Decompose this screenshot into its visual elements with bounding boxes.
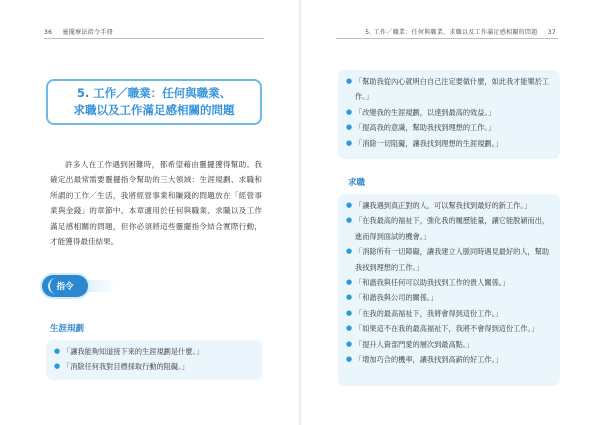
list-item: ● 「消除所有一切障礙，讓我建立人脈同時遇見最好的人，幫助我找到理想的工作。」 [346, 244, 552, 275]
bullet-icon: ● [346, 339, 353, 348]
list-item: ● 「和諧我與公司的關係。」 [346, 290, 552, 305]
bullet-icon: ● [346, 77, 353, 85]
list-item: ● 「幫助我從內心就明白自己注定要做什麼，如此我才能樂於工作。」 [346, 74, 552, 105]
bullet-icon: ● [346, 138, 353, 147]
career-list-right [338, 70, 560, 159]
bullet-icon: ● [54, 362, 61, 371]
bullet-icon: ● [346, 293, 353, 302]
bullet-icon: ● [346, 201, 353, 209]
chapter-intro-paragraph: 許多人在工作遇到困難時，都希望藉由靈擺獲得幫助。我確定出最常需要靈擺指令幫助的三大領域：生涯規劃、求職和所謂的工作／生活，我將經營事業和賺錢的問題放在「經營事業與金錢」的章節中。本章適用於任何與職業、求職以及工作滿足感相關的問題，但你必須將這些靈擺指令結合實際行動，才能獲得最佳結果。 [50, 160, 262, 247]
bullet-icon: ● [54, 347, 61, 355]
right-page [300, 0, 600, 425]
right-running-head [365, 27, 556, 36]
list-item: ● 「在我最高的福祉下，強化我的履歷能量，讓它能脫穎而出，進而得到面試的機會。」 [346, 213, 552, 244]
bullet-icon: ● [346, 355, 353, 364]
right-running-head-title: 5. 工作／職業：任何與職業、求職以及工作滿足感相關的問題 [365, 29, 538, 36]
chapter-title-line1: 5. 工作／職業：任何與職業、 [76, 86, 232, 100]
section-heading-career: 生涯規劃 [50, 324, 85, 334]
right-page-number: 37 [547, 29, 556, 36]
section-heading-job-search: 求職 [348, 178, 366, 188]
command-ring-icon [48, 278, 60, 294]
list-item: ● 「提高我的意識，幫助我找到理想的工作。」 [346, 120, 552, 135]
bullet-icon: ● [346, 216, 353, 225]
bullet-icon: ● [346, 324, 353, 333]
bullet-icon: ● [346, 308, 353, 317]
right-header-rule [336, 38, 558, 39]
list-item: ● 「讓我遇到真正對的人，可以幫我找到最好的新工作。」 [346, 198, 552, 213]
job-search-list [338, 194, 560, 386]
command-tag-pill [42, 275, 88, 297]
bullet-icon: ● [346, 107, 353, 116]
command-tag-label: 指令 [56, 282, 74, 292]
left-header-rule [44, 38, 264, 39]
bullet-icon: ● [346, 123, 353, 132]
list-item: ● 「消除任何我對目標採取行動的阻礙。」 [54, 359, 254, 374]
chapter-title-line2: 求職以及工作滿足感相關的問題 [73, 103, 235, 117]
bullet-icon: ● [346, 247, 353, 256]
left-running-head-title: 靈擺療法指令手冊 [62, 29, 113, 36]
list-item: ● 「提升人資部門愛的層次到最高點。」 [346, 337, 552, 352]
bullet-icon: ● [346, 278, 353, 287]
command-tag [42, 275, 116, 297]
list-item: ● 「和諧我與任何可以助我找到工作的貴人關係。」 [346, 275, 552, 290]
list-item: ● 「消除一切阻礙，讓我找到理想的生涯規劃。」 [346, 136, 552, 151]
left-running-head [44, 27, 113, 36]
list-item: ● 「在我的最高福祉下，我將會得到這份工作。」 [346, 306, 552, 321]
list-item: ● 「如果這不在我的最高福祉下，我將不會得到這份工作。」 [346, 321, 552, 336]
chapter-title-box [46, 79, 262, 125]
list-item: ● 「讓我能夠知道接下來的生涯規劃是什麼。」 [54, 344, 254, 359]
list-item: ● 「改變我的生涯規劃，以達到最高的效益。」 [346, 105, 552, 120]
list-item: ● 「增加巧合的機率，讓我找到高薪的好工作。」 [346, 352, 552, 367]
left-page-number: 36 [44, 29, 53, 36]
career-list-left [46, 340, 262, 380]
